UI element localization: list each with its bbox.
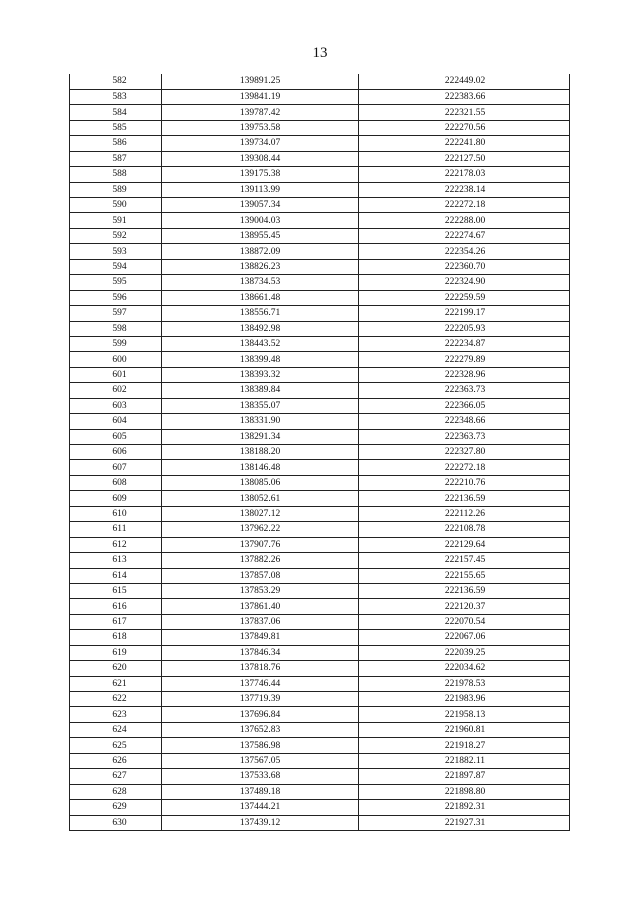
point-number-cell: 603 (70, 398, 162, 413)
y-coordinate-cell: 222205.93 (359, 321, 570, 336)
table-row (70, 475, 570, 490)
y-coordinate-cell: 222238.14 (359, 182, 570, 197)
x-coordinate-cell: 138399.48 (162, 352, 359, 367)
point-number-cell: 609 (70, 491, 162, 506)
x-coordinate-cell: 139753.58 (162, 120, 359, 135)
y-coordinate-cell: 222321.55 (359, 105, 570, 120)
x-coordinate-cell: 137746.44 (162, 676, 359, 691)
y-coordinate-cell: 222039.25 (359, 645, 570, 660)
point-number-cell: 610 (70, 506, 162, 521)
x-coordinate-cell: 138826.23 (162, 259, 359, 274)
y-coordinate-cell: 222288.00 (359, 213, 570, 228)
table-row (70, 445, 570, 460)
point-number-cell: 602 (70, 383, 162, 398)
x-coordinate-cell: 137533.68 (162, 769, 359, 784)
table-row (70, 707, 570, 722)
y-coordinate-cell: 222324.90 (359, 275, 570, 290)
point-number-cell: 612 (70, 537, 162, 552)
point-number-cell: 585 (70, 120, 162, 135)
x-coordinate-cell: 139057.34 (162, 198, 359, 213)
x-coordinate-cell: 137849.81 (162, 630, 359, 645)
y-coordinate-cell: 221927.31 (359, 815, 570, 830)
y-coordinate-cell: 222127.50 (359, 151, 570, 166)
table-row (70, 599, 570, 614)
table-row (70, 815, 570, 830)
y-coordinate-cell: 222120.37 (359, 599, 570, 614)
y-coordinate-cell: 221892.31 (359, 800, 570, 815)
point-number-cell: 582 (70, 74, 162, 89)
table-row (70, 383, 570, 398)
table-row (70, 198, 570, 213)
x-coordinate-cell: 137652.83 (162, 722, 359, 737)
table-row (70, 367, 570, 382)
table-row (70, 151, 570, 166)
point-number-cell: 605 (70, 429, 162, 444)
y-coordinate-cell: 222272.18 (359, 460, 570, 475)
point-number-cell: 608 (70, 475, 162, 490)
point-number-cell: 593 (70, 244, 162, 259)
coordinates-table-body (70, 74, 570, 830)
table-row (70, 167, 570, 182)
point-number-cell: 607 (70, 460, 162, 475)
point-number-cell: 583 (70, 89, 162, 104)
x-coordinate-cell: 138955.45 (162, 228, 359, 243)
y-coordinate-cell: 222155.65 (359, 568, 570, 583)
point-number-cell: 599 (70, 336, 162, 351)
x-coordinate-cell: 139113.99 (162, 182, 359, 197)
x-coordinate-cell: 137882.26 (162, 553, 359, 568)
y-coordinate-cell: 222112.26 (359, 506, 570, 521)
point-number-cell: 621 (70, 676, 162, 691)
point-number-cell: 622 (70, 692, 162, 707)
x-coordinate-cell: 138556.71 (162, 306, 359, 321)
point-number-cell: 591 (70, 213, 162, 228)
x-coordinate-cell: 139308.44 (162, 151, 359, 166)
x-coordinate-cell: 137586.98 (162, 738, 359, 753)
x-coordinate-cell: 138085.06 (162, 475, 359, 490)
y-coordinate-cell: 222366.05 (359, 398, 570, 413)
point-number-cell: 611 (70, 522, 162, 537)
table-row (70, 769, 570, 784)
table-row (70, 722, 570, 737)
x-coordinate-cell: 137439.12 (162, 815, 359, 830)
y-coordinate-cell: 221898.80 (359, 784, 570, 799)
point-number-cell: 630 (70, 815, 162, 830)
y-coordinate-cell: 222157.45 (359, 553, 570, 568)
x-coordinate-cell: 138331.90 (162, 414, 359, 429)
x-coordinate-cell: 138027.12 (162, 506, 359, 521)
y-coordinate-cell: 222241.80 (359, 136, 570, 151)
point-number-cell: 628 (70, 784, 162, 799)
point-number-cell: 615 (70, 583, 162, 598)
y-coordinate-cell: 222210.76 (359, 475, 570, 490)
x-coordinate-cell: 139841.19 (162, 89, 359, 104)
table-row (70, 661, 570, 676)
x-coordinate-cell: 137861.40 (162, 599, 359, 614)
y-coordinate-cell: 222136.59 (359, 491, 570, 506)
point-number-cell: 590 (70, 198, 162, 213)
y-coordinate-cell: 222274.67 (359, 228, 570, 243)
table-row (70, 136, 570, 151)
table-row (70, 522, 570, 537)
y-coordinate-cell: 221958.13 (359, 707, 570, 722)
x-coordinate-cell: 138661.48 (162, 290, 359, 305)
y-coordinate-cell: 221978.53 (359, 676, 570, 691)
x-coordinate-cell: 138291.34 (162, 429, 359, 444)
y-coordinate-cell: 222259.59 (359, 290, 570, 305)
table-row (70, 614, 570, 629)
table-row (70, 105, 570, 120)
y-coordinate-cell: 222034.62 (359, 661, 570, 676)
x-coordinate-cell: 138492.98 (162, 321, 359, 336)
y-coordinate-cell: 222363.73 (359, 383, 570, 398)
point-number-cell: 625 (70, 738, 162, 753)
y-coordinate-cell: 222270.56 (359, 120, 570, 135)
point-number-cell: 586 (70, 136, 162, 151)
y-coordinate-cell: 222383.66 (359, 89, 570, 104)
y-coordinate-cell: 222272.18 (359, 198, 570, 213)
y-coordinate-cell: 222363.73 (359, 429, 570, 444)
y-coordinate-cell: 222354.26 (359, 244, 570, 259)
x-coordinate-cell: 138443.52 (162, 336, 359, 351)
y-coordinate-cell: 222067.06 (359, 630, 570, 645)
x-coordinate-cell: 138872.09 (162, 244, 359, 259)
x-coordinate-cell: 138355.07 (162, 398, 359, 413)
table-row (70, 738, 570, 753)
table-row (70, 182, 570, 197)
x-coordinate-cell: 137962.22 (162, 522, 359, 537)
x-coordinate-cell: 139787.42 (162, 105, 359, 120)
y-coordinate-cell: 222327.80 (359, 445, 570, 460)
y-coordinate-cell: 222199.17 (359, 306, 570, 321)
table-row (70, 398, 570, 413)
y-coordinate-cell: 221983.96 (359, 692, 570, 707)
y-coordinate-cell: 222348.66 (359, 414, 570, 429)
point-number-cell: 600 (70, 352, 162, 367)
y-coordinate-cell: 221882.11 (359, 753, 570, 768)
x-coordinate-cell: 139891.25 (162, 74, 359, 89)
y-coordinate-cell: 222108.78 (359, 522, 570, 537)
point-number-cell: 627 (70, 769, 162, 784)
x-coordinate-cell: 137696.84 (162, 707, 359, 722)
x-coordinate-cell: 137444.21 (162, 800, 359, 815)
x-coordinate-cell: 137857.08 (162, 568, 359, 583)
point-number-cell: 598 (70, 321, 162, 336)
x-coordinate-cell: 138393.32 (162, 367, 359, 382)
table-row (70, 213, 570, 228)
x-coordinate-cell: 137907.76 (162, 537, 359, 552)
table-row (70, 692, 570, 707)
table-row (70, 753, 570, 768)
table-row (70, 553, 570, 568)
table-row (70, 259, 570, 274)
x-coordinate-cell: 139175.38 (162, 167, 359, 182)
x-coordinate-cell: 137837.06 (162, 614, 359, 629)
y-coordinate-cell: 222234.87 (359, 336, 570, 351)
y-coordinate-cell: 221897.87 (359, 769, 570, 784)
table-row (70, 336, 570, 351)
point-number-cell: 587 (70, 151, 162, 166)
x-coordinate-cell: 138389.84 (162, 383, 359, 398)
table-row (70, 290, 570, 305)
x-coordinate-cell: 138052.61 (162, 491, 359, 506)
table-row (70, 89, 570, 104)
table-row (70, 630, 570, 645)
x-coordinate-cell: 137818.76 (162, 661, 359, 676)
y-coordinate-cell: 222070.54 (359, 614, 570, 629)
table-row (70, 306, 570, 321)
y-coordinate-cell: 221918.27 (359, 738, 570, 753)
y-coordinate-cell: 222279.89 (359, 352, 570, 367)
x-coordinate-cell: 138188.20 (162, 445, 359, 460)
x-coordinate-cell: 137719.39 (162, 692, 359, 707)
table-row (70, 583, 570, 598)
point-number-cell: 617 (70, 614, 162, 629)
y-coordinate-cell: 222178.03 (359, 167, 570, 182)
y-coordinate-cell: 222129.64 (359, 537, 570, 552)
point-number-cell: 601 (70, 367, 162, 382)
point-number-cell: 619 (70, 645, 162, 660)
point-number-cell: 616 (70, 599, 162, 614)
point-number-cell: 618 (70, 630, 162, 645)
point-number-cell: 597 (70, 306, 162, 321)
point-number-cell: 614 (70, 568, 162, 583)
point-number-cell: 592 (70, 228, 162, 243)
y-coordinate-cell: 222328.96 (359, 367, 570, 382)
x-coordinate-cell: 139004.03 (162, 213, 359, 228)
x-coordinate-cell: 137846.34 (162, 645, 359, 660)
point-number-cell: 620 (70, 661, 162, 676)
point-number-cell: 624 (70, 722, 162, 737)
y-coordinate-cell: 222360.70 (359, 259, 570, 274)
x-coordinate-cell: 137853.29 (162, 583, 359, 598)
y-coordinate-cell: 221960.81 (359, 722, 570, 737)
point-number-cell: 595 (70, 275, 162, 290)
point-number-cell: 584 (70, 105, 162, 120)
point-number-cell: 606 (70, 445, 162, 460)
table-row (70, 460, 570, 475)
point-number-cell: 604 (70, 414, 162, 429)
point-number-cell: 629 (70, 800, 162, 815)
point-number-cell: 596 (70, 290, 162, 305)
point-number-cell: 623 (70, 707, 162, 722)
x-coordinate-cell: 138734.53 (162, 275, 359, 290)
point-number-cell: 594 (70, 259, 162, 274)
point-number-cell: 613 (70, 553, 162, 568)
table-row (70, 321, 570, 336)
x-coordinate-cell: 137567.05 (162, 753, 359, 768)
table-row (70, 537, 570, 552)
table-row (70, 506, 570, 521)
table-row (70, 228, 570, 243)
table-row (70, 645, 570, 660)
table-row (70, 120, 570, 135)
y-coordinate-cell: 222136.59 (359, 583, 570, 598)
coordinates-table (69, 74, 570, 831)
table-row (70, 800, 570, 815)
x-coordinate-cell: 138146.48 (162, 460, 359, 475)
table-row (70, 568, 570, 583)
table-row (70, 74, 570, 89)
y-coordinate-cell: 222449.02 (359, 74, 570, 89)
table-row (70, 676, 570, 691)
table-row (70, 275, 570, 290)
table-row (70, 429, 570, 444)
table-row (70, 784, 570, 799)
point-number-cell: 589 (70, 182, 162, 197)
page-number: 13 (312, 45, 328, 61)
point-number-cell: 588 (70, 167, 162, 182)
table-row (70, 352, 570, 367)
x-coordinate-cell: 137489.18 (162, 784, 359, 799)
point-number-cell: 626 (70, 753, 162, 768)
table-row (70, 414, 570, 429)
table-row (70, 244, 570, 259)
table-row (70, 491, 570, 506)
x-coordinate-cell: 139734.07 (162, 136, 359, 151)
